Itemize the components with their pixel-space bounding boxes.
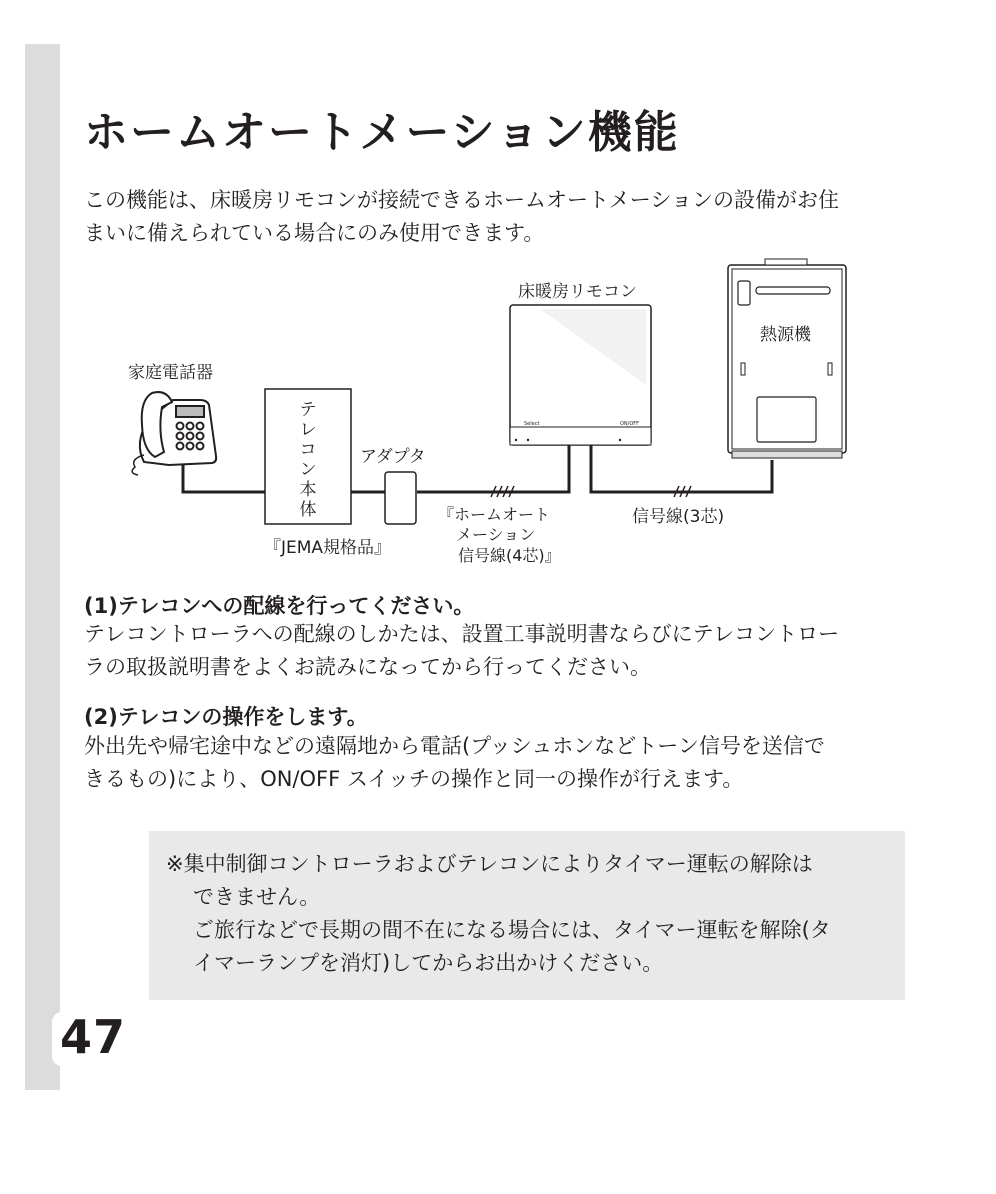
telecon-label-char: 本 [299,480,317,500]
ha-signal-label-line2: メーション [456,525,536,544]
telecon-label [300,400,317,520]
side-bar [25,44,60,1090]
adapter-box [385,472,416,524]
signal-line-label: 信号線(3芯) [632,507,725,527]
telecon-label-char: ン [299,460,317,480]
page-number: 47 [60,1010,127,1064]
telecon-label-char: レ [299,420,317,440]
intro-line-2: まいに備えられている場合にのみ使用できます。 [84,221,545,245]
section-2-heading: (2)テレコンの操作をします。 [84,705,368,729]
heat-source-label: 熱源機 [760,325,811,345]
page-title: ホームオートメーション機能 [84,107,680,158]
telecon-label-char: テ [299,400,317,420]
section-1-heading: (1)テレコンへの配線を行ってください。 [84,594,475,618]
ha-signal-label-line3: 信号線(4芯)』 [458,546,561,565]
remote-onoff-label: ON/OFF [620,421,640,427]
phone-wire [183,465,265,492]
section-1-body [84,618,914,684]
phone-icon [132,392,216,475]
ha-signal-wire [417,445,569,492]
note-line-2: できません。 [193,885,321,909]
remote-label: 床暖房リモコン [518,282,637,302]
heat-source-unit [728,259,846,458]
telecon-label-char: 体 [299,500,317,520]
note-box [149,831,905,1000]
note-line-1: ※集中制御コントローラおよびテレコンによりタイマー運転の解除は [166,852,813,876]
section-2-body-line-1: 外出先や帰宅途中などの遠隔地から電話(プッシュホンなどトーン信号を送信で [84,734,825,758]
section-1-body-line-2: ラの取扱説明書をよくお読みになってから行ってください。 [84,655,651,679]
section-1-body-line-1: テレコントローラへの配線のしかたは、設置工事説明書ならびにテレコントロー [84,622,840,646]
remote-select-label: Select [524,421,540,427]
phone-label: 家庭電話器 [128,363,213,383]
intro-paragraph [84,184,914,250]
wiring-diagram [100,255,860,575]
jema-label: 『JEMA規格品』 [264,538,392,558]
ha-signal-label-line1: 『ホームオート [438,505,551,524]
adapter-label: アダプタ [360,447,426,467]
note-line-4: イマーランプを消灯)してからお出かけください。 [193,951,664,975]
section-2-body [84,730,914,796]
note-line-3: ご旅行などで長期の間不在になる場合には、タイマー運転を解除(タ [193,918,831,942]
signal-wire-ticks [674,486,691,497]
intro-line-1: この機能は、床暖房リモコンが接続できるホームオートメーションの設備がお住 [84,188,839,212]
section-2-body-line-2: きるもの)により、ON/OFF スイッチの操作と同一の操作が行えます。 [84,767,744,791]
telecon-label-char: コ [299,440,317,460]
